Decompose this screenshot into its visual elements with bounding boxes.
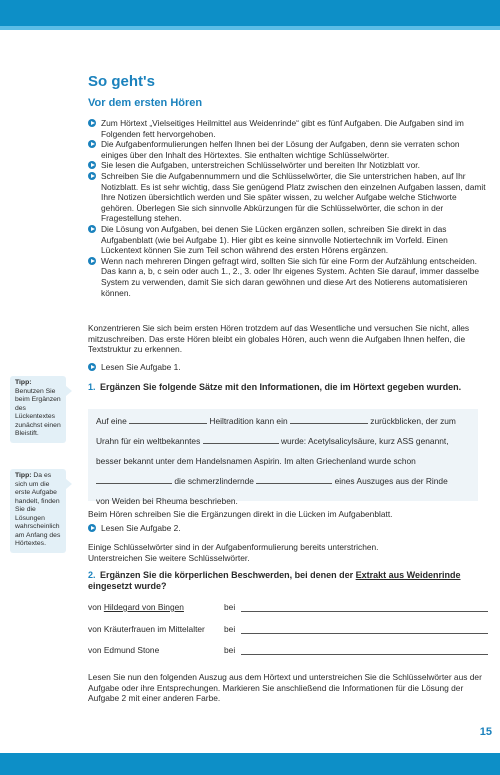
paragraph-4: Lesen Sie nun den folgenden Auszug aus dem Hörtext und unterstreichen Sie die Schlüsselwörter aus der Aufgabe oder ihre Entsprechungen. Markieren Sie anschließend die Informationen für die Lösung der Aufgabe 2 mit einer anderen Farbe. bbox=[88, 672, 482, 704]
cloze-line-5: von Weiden bei Rheuma beschrieben. bbox=[96, 496, 238, 506]
blank-field[interactable] bbox=[203, 435, 279, 444]
cloze-line-3: besser bekannt unter dem Handelsnamen Aspirin. Im alten Griechenland wurde schon bbox=[96, 456, 416, 466]
paragraph-3: Einige Schlüsselwörter sind in der Aufgabenformulierung bereits unterstrichen. Unterstreichen Sie weitere Schlüsselwörter. bbox=[88, 542, 379, 563]
list-item: Die Lösung von Aufgaben, bei denen Sie Lücken ergänzen sollen, schreiben Sie direkt in das Aufgabenblatt (wie bei Aufgabe 1). Hier gibt es keine sinnvolle Notiertechnik im Vorfeld. Einen Lückentext können Sie zum Teil schon während des ersten Hörens ergänzen. bbox=[88, 224, 486, 256]
cloze-box bbox=[88, 409, 478, 506]
blank-field[interactable] bbox=[96, 475, 172, 484]
cloze-line-1: Auf eine Heiltradition kann ein zurückblicken, der zum bbox=[96, 416, 456, 426]
answer-line[interactable] bbox=[241, 654, 488, 655]
paragraph-2: Beim Hören schreiben Sie die Ergänzungen direkt in die Lücken im Aufgabenblatt. bbox=[88, 509, 393, 519]
arrow-icon bbox=[88, 172, 96, 180]
instruction-list bbox=[88, 118, 486, 298]
bottom-color-bar bbox=[0, 753, 500, 775]
read-task-1: Lesen Sie Aufgabe 1. bbox=[88, 362, 486, 373]
list-item: Schreiben Sie die Aufgabennummern und die Schlüsselwörter, die Sie unterstrichen haben, auf Ihr Notizblatt. Es ist sehr wichtig, dass Sie genügend Platz zwischen den einzelnen Aufgaben lassen, damit Ihre Notizen übersichtlich werden und Sie später wissen, zu welcher Aufgabe welche Stichworte gehören. Überlegen Sie sich sinnvolle Abkürzungen für die Schlüsselwörter, die schon in der Fragestellung stehen. bbox=[88, 171, 486, 224]
list-item: Wenn nach mehreren Dingen gefragt wird, sollten Sie sich für eine Form der Aufzählung entscheiden. Das kann a, b, c sein oder auch 1., 2., 3. oder Ihr eigenes System. Achten Sie darauf, immer dasselbe System zu verwenden, damit Sie sich daran gewöhnen und diese Art des Notierens automatisieren können. bbox=[88, 256, 486, 298]
top-color-bar bbox=[0, 0, 500, 30]
arrow-icon bbox=[88, 363, 96, 371]
read-task-2: Lesen Sie Aufgabe 2. bbox=[88, 523, 486, 534]
blank-field[interactable] bbox=[129, 415, 207, 424]
arrow-icon bbox=[88, 119, 96, 127]
arrow-icon bbox=[88, 161, 96, 169]
task-2-heading: 2. Ergänzen Sie die körperlichen Beschwerden, bei denen der Extrakt aus Weidenrinde eingesetzt wurde? bbox=[88, 570, 461, 591]
cloze-line-2: Urahn für ein weltbekanntes wurde: Acetylsalicylsäure, kurz ASS genannt, bbox=[96, 436, 449, 446]
cloze-line-4: die schmerzlindernde eines Auszuges aus der Rinde bbox=[96, 471, 472, 491]
blank-field[interactable] bbox=[256, 475, 332, 484]
list-item: Die Aufgabenformulierungen helfen Ihnen bei der Lösung der Aufgaben, denn sie verraten schon einiges über den Inhalt des Hörtextes. Sie enthalten wichtige Schlüsselwörter. bbox=[88, 139, 486, 160]
tip-box: Tipp: Benutzen Sie beim Ergänzen des Lückentextes zunächst einen Bleistift. bbox=[10, 376, 66, 443]
arrow-icon bbox=[88, 225, 96, 233]
task-1-heading: 1. Ergänzen Sie folgende Sätze mit den Informationen, die im Hörtext gegeben wurden. bbox=[88, 382, 462, 392]
tip-box: Tipp: Da es sich um die erste Aufgabe handelt, finden Sie die Lösungen wahrscheinlich am Anfang des Hörtextes. bbox=[10, 469, 66, 553]
arrow-icon bbox=[88, 524, 96, 532]
section-title: Vor dem ersten Hören bbox=[88, 97, 203, 109]
intro-paragraph: Konzentrieren Sie sich beim ersten Hören trotzdem auf das Wesentliche und versuchen Sie nicht, alles mitzuschreiben. Das erste Hören bleibt ein globales Hören, auch wenn die Aufgaben Ihnen helfen, die Textstruktur zu erkennen. bbox=[88, 323, 470, 355]
list-item: Zum Hörtext „Vielseitiges Heilmittel aus Weidenrinde“ gibt es fünf Aufgaben. Die Aufgaben sind im Folgenden fett hervorgehoben. bbox=[88, 118, 486, 139]
page-number: 15 bbox=[479, 726, 492, 738]
arrow-icon bbox=[88, 257, 96, 265]
arrow-icon bbox=[88, 140, 96, 148]
answer-line[interactable] bbox=[241, 611, 488, 612]
answer-line[interactable] bbox=[241, 633, 488, 634]
list-item: Sie lesen die Aufgaben, unterstreichen Schlüsselwörter und bereiten Ihr Notizblatt vor. bbox=[88, 160, 486, 171]
blank-field[interactable] bbox=[290, 415, 368, 424]
top-stripe bbox=[0, 26, 500, 30]
page-title: So geht's bbox=[88, 73, 155, 90]
